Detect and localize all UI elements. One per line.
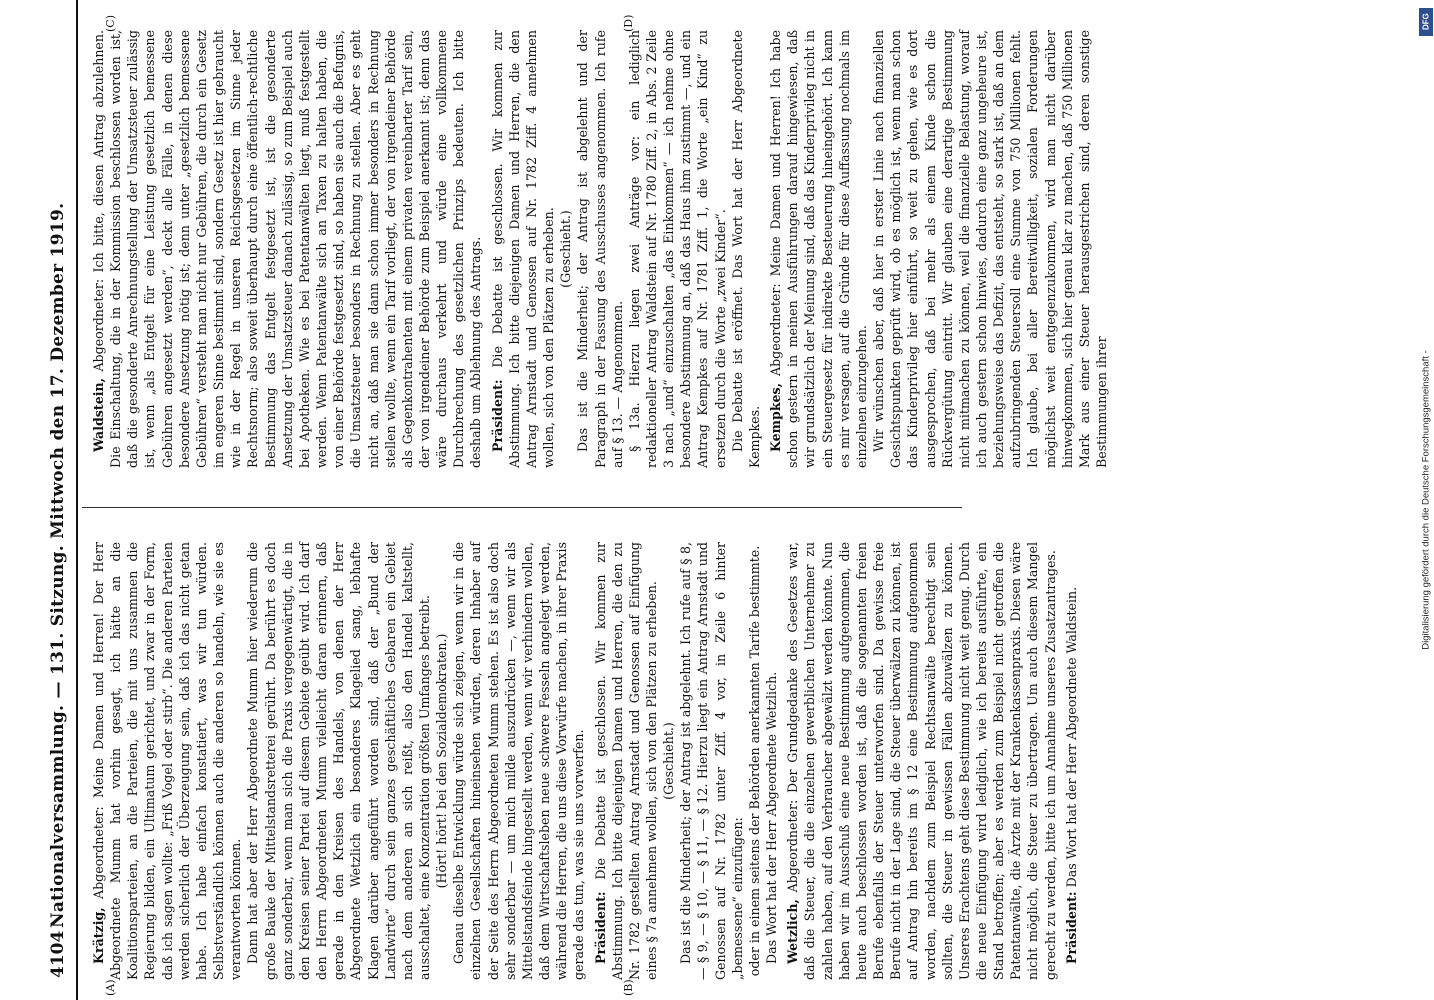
speaker-name: Waldstein, <box>91 377 106 452</box>
paragraph-text: Das Wort hat der Herr Abgeordnete Wetzlich. <box>764 671 780 964</box>
paragraph <box>767 30 870 468</box>
rotated-page <box>42 0 1110 1000</box>
speaker-name: Krätzig, <box>91 907 106 964</box>
margin-mark-b: (B) <box>622 979 635 996</box>
paragraph <box>784 542 1059 980</box>
paragraph-text: Abgeordneter: Ich bitte, diesen Antrag abzulehnen. Die Einschaltung, die in der Kommission beschlossen worden ist, daß die gesonderte Anrechnungstellung der Umsatzsteuer zulässig ist, wenn „als Entgelt für eine Leistung gesetzlich bemessene Gebühren angesetzt werden“, deckt alle Fälle, in denen diese besondere Ansetzung nötig ist; denn unter „gesetzlich bemessene Gebühren“ versteht man nicht nur Gebühren, die durch ein Gesetz im engeren Sinne bestimmt sind, sondern Gesetz ist hier gebraucht wie in der Regel in unseren Reichsgesetzen im Sinne jeder Rechtsnorm; also soweit überhaupt durch eine öffentlich-rechtliche Bestimmung das Entgelt festgesetzt ist, ist die gesonderte Ansetzung der Umsatzsteuer danach zulässig, so zum Beispiel auch bei Apotheken. Wie es bei Patentanwälten liegt, muß festgestellt werden. Wenn Patentanwälte sich an Taxen zu halten haben, die von einer Behörde festgesetzt sind, so haben sie auch die Befugnis, die Umsatzsteuer besonders in Rechnung zu stellen. Aber es geht nicht an, daß man sie dann schon immer besonders in Rechnung stellen wollte, wenn ein Tarif vorliegt, der von irgendeiner Behörde als Gegenkontrahenten mit einem privaten vereinbarter Tarif sein, der von irgendeiner Behörde zum Beispiel anerkannt ist; denn das wäre durchaus verkehrt und würde eine vollkommene Durchbrechung des gesetzlichen Prinzips bedeuten. Ich bitte deshalb um Ablehnung des Antrags. <box>91 30 484 468</box>
paragraph <box>626 30 729 468</box>
paragraph <box>660 542 677 980</box>
left-column <box>86 542 1080 980</box>
paragraph <box>557 30 574 468</box>
paragraph-text: oder in einem seitens der Behörden anerkannten Tarife bestimmte. <box>746 545 762 977</box>
paragraph-text: Abgeordneter: Meine Damen und Herren! Ich habe schon gestern in meinen Ausführungen darauf hingewiesen, daß wir grundsätzlich der Meinung sind, daß das Kinderprivileg nicht in ein Steuergesetz für indirekte Besteuerung hineingehört. Ich kann es mir versagen, auf die Gründe für diese Auffassung nochmals im einzelnen einzugehen. <box>768 30 869 468</box>
paragraph <box>592 542 661 980</box>
paragraph <box>763 542 780 980</box>
paragraph <box>450 542 587 980</box>
paragraph-text: Das ist die Minderheit; der Antrag ist abgelehnt und der Paragraph in der Fassung des Ausschusses angenommen. Ich rufe auf § 13. — Angenommen. <box>575 30 625 468</box>
paragraph-text: (Hört! hört! bei den Sozialdemokraten.) <box>434 633 450 889</box>
speaker-name: Präsident: <box>1063 891 1079 964</box>
paragraph-text: Abgeordneter: Der Grundgedanke des Gesetzes war, daß die Steuer, die die einzelnen gewerblichen Unternehmer zu zahlen haben, auf den Verbraucher abgewälzt werden könnte. Nun haben wir im Ausschuß eine neue Bestimmung aufgenommen, die heute auch beschlossen worden ist, daß die sogenannten freien Berufe ebenfalls der Steuer unterworfen sind. Da gewisse freie Berufe nicht in der Lage sind, die Steuer überwälzen zu können, ist auf Antrag hin bereits im § 12 eine Bestimmung aufgenommen worden, nachdem zum Beispiel Rechtsanwälte berechtigt sein sollten, die Steuer in gewissen Fällen abzuwälzen zu können. Unseres Erachtens geht diese Bestimmung nicht weit genug. Durch die neue Einfügung wird lediglich, wie ich bereits ausführte, ein Stand betroffen; aber es werden zum Beispiel nicht getroffen die Patentanwälte, die Ärzte mit der Krankenkassenpraxis. Diesen wäre nicht möglich, die Steuer zu übertragen. Um auch diesem Mangel gerecht zu werden, bitte ich um Annahme unseres Zusatzantrages. <box>785 542 1058 980</box>
paragraph-text: Die Debatte ist geschlossen. Wir kommen zur Abstimmung. Ich bitte diejenigen Damen und Herren, die den Antrag Arnstadt und Genossen auf Nr. 1782 Ziff. 4 annehmen wollen, sich von den Plätzen zu erheben. <box>489 30 557 468</box>
paragraph-text: Die Debatte ist eröffnet. Das Wort hat der Herr Abgeordnete Kempkes. <box>729 30 762 468</box>
paragraph <box>870 30 1110 468</box>
paragraph-text: § 13a. Hierzu liegen zwei Anträge vor: ein lediglich redaktioneller Antrag Waldstein auf Nr. 1780 Ziff. 2, in Abs. 2 Zeile 3 nach „und“ einzuschalten „das Einkommen“ — ich nehme ohne besondere Abstimmung an, daß das Haus ihm zustimmt —, und ein Antrag Kempkes auf Nr. 1781 Ziff. 1, die Worte „ein Kind“ zu ersetzen durch die Worte „zwei Kinder“. <box>626 30 728 468</box>
credit-sidebar <box>1410 0 1434 1000</box>
paragraph-text: Das Wort hat der Herr Abgeordnete Waldstein. <box>1063 586 1079 892</box>
paragraph <box>489 30 558 468</box>
paragraph-text: Wir wünschen aber, daß hier in erster Linie nach finanziellen Gesichtspunkten geprüft wird, ob es möglich ist, wenn man schon das Kinderprivileg hier einführt, so weit zu gehen, wie es dort ausgesprochen, daß bei mehr als einem Kinde schon die Rückvergütung eintritt. Wir glauben eine derartige Bestimmung nicht mitmachen zu können, weil die finanzielle Belastung, worauf ich auch gestern schon hinwies, dadurch eine ganz ungeheure ist, beziehungsweise das Defizit, das entsteht, so stark ist, daß an dem aufzubringenden Steuersoll eine Summe von 750 Millionen fehlt. Ich glaube, bei aller Bereitwilligkeit, sozialen Forderungen möglichst weit entgegenzukommen, wird man nicht darüber hinwegkommen, sich hier genau klar zu machen, daß 750 Millionen Mark aus einer Steuer herausgestrichen sind, deren sonstige Bestimmungen ihrer <box>871 30 1110 468</box>
credit-text: Digitalisierung gefördert durch die Deutsche Forschungsgemeinschaft - <box>1420 350 1432 650</box>
column-divider <box>82 507 962 508</box>
speaker-name: Präsident: <box>592 891 608 964</box>
margin-mark-c: (C) <box>104 15 117 32</box>
speaker-name: Wetzlich, <box>785 899 801 964</box>
paragraph <box>746 542 763 980</box>
paragraph-text: Abgeordneter: Meine Damen und Herren! Der Herr Abgeordnete Mumm hat vorhin gesagt, ich hätte an die Koalitionsparteien, an die Parteien, die mit uns zusammen die Regierung bilden, ein Ultimatum gerichtet, und zwar in der Form, daß ich sagen wollte: „Friß Vogel oder stirb“. Die anderen Parteien werden sicherlich der Überzeugung sein, daß ich das nicht getan habe. Ich habe einfach konstatiert, was wir tun würden. Selbstverständlich können auch die anderen so handeln, wie sie es verantworten können. <box>91 542 244 980</box>
paragraph-text: (Geschieht.) <box>558 210 574 288</box>
paragraph <box>574 30 625 468</box>
paragraph-text: Genau dieselbe Entwicklung würde sich zeigen, wenn wir in die einzelnen Gesellschaften hineinsehen würden, deren Inhaber auf der Seite des Herrn Abgeordneten Mumm stehen. Es ist also doch sehr sonderbar — um mich milde auszudrücken —, wenn wir als Mittelstandsfeinde hingestellt werden, wenn wir verhindern wollen, daß dem Wirtschaftsleben neue schwere Fesseln angelegt werden, während die Herren, die uns diese Vorwürfe machen, in ihrer Praxis gerade das tun, was sie uns vorwerfen. <box>451 542 587 980</box>
speaker-name: Kempkes, <box>768 382 784 452</box>
paragraph-text: Die Debatte ist geschlossen. Wir kommen zur Abstimmung. Ich bitte diejenigen Damen und Herren, die den zu Nr. 1782 gestellten Antrag Arnstadt und Genossen auf Einfügung eines § 7a annehmen wollen, sich von den Plätzen zu erheben. <box>592 542 659 980</box>
margin-mark-d: (D) <box>622 14 635 32</box>
paragraph-text: (Geschieht.) <box>661 722 677 800</box>
dfg-logo: DFG <box>1419 8 1433 36</box>
page-header <box>42 0 78 1000</box>
page-number: 4104 <box>48 930 68 978</box>
margin-mark-a: (A) <box>104 979 117 996</box>
paragraph <box>90 30 485 468</box>
paragraph <box>433 542 450 980</box>
paragraph <box>677 542 746 980</box>
paragraph <box>1063 542 1080 980</box>
right-column <box>86 30 1110 468</box>
paragraph <box>729 30 763 468</box>
page-title: Nationalversammlung. — 131. Sitzung. Mittwoch den 17. Dezember 1919. <box>48 202 68 928</box>
paragraph <box>90 542 244 980</box>
speaker-name: Präsident: <box>489 379 505 452</box>
paragraph <box>244 542 433 980</box>
paragraph-text: Dann hat aber der Herr Abgeordnete Mumm hier wiederum die große Bauke der Mittelstandsretterei gerührt. Da berührt es doch ganz sonderbar, wenn man sich die Praxis vergegenwärtigt, die in den Kreisen seiner Partei auf diesem Gebiete geübt wird. Ich darf den Herrn Abgeordneten Mumm vielleicht daran erinnern, daß gerade in den Kreisen des Handels, von denen der Herr Abgeordnete Wetzlich ein besonderes Klagelied sang, lebhafte Klagen darüber angeführt worden sind, daß der „Bund der Landwirte“ durch sein ganzes geschäftliches Gebaren ein Gebiet nach dem anderen an sich reißt, also den Handel kaltstellt, ausschaltet, eine Konzentration größten Umfanges betreibt. <box>245 542 432 980</box>
paragraph-text: Das ist die Minderheit; der Antrag ist abgelehnt. Ich rufe auf § 8, — § 9, — § 10, — § 11, — § 12. Hierzu liegt ein Antrag Arnstadt und Genossen auf Nr. 1782 unter Ziff. 4 vor, in Zeile 6 hinter „bemessene“ einzufügen: <box>678 542 745 980</box>
